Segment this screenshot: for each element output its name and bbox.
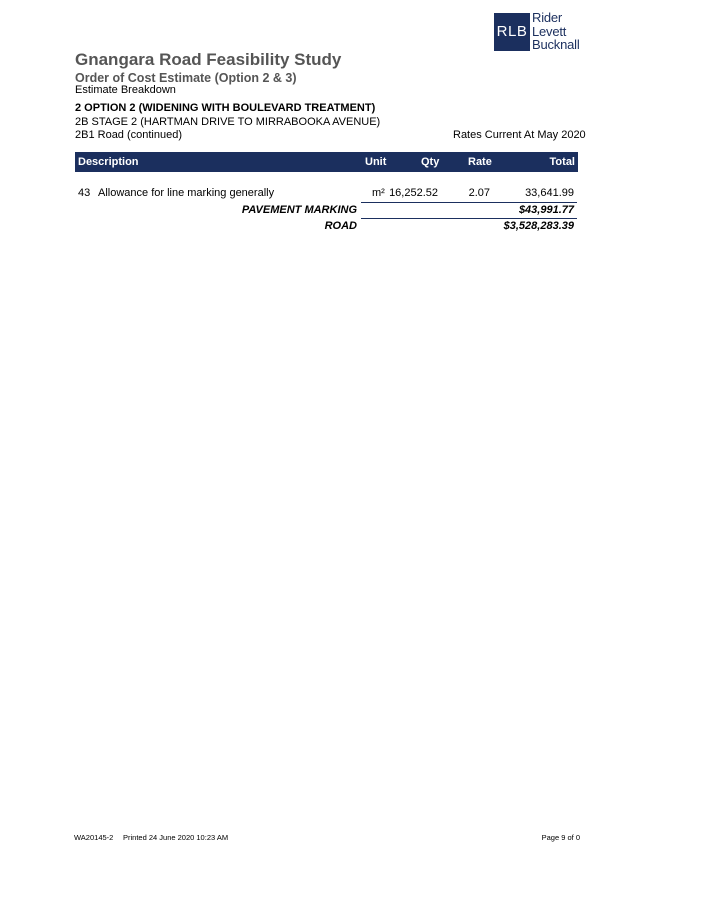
report-name: Estimate Breakdown [75, 84, 176, 96]
table-header [75, 152, 578, 172]
item-description: Allowance for line marking generally [98, 187, 275, 199]
item-qty: 16,252.52 [389, 187, 438, 199]
rates-note: Rates Current At May 2020 [453, 129, 586, 141]
logo-word: Levett [532, 23, 567, 39]
page-subtitle: Order of Cost Estimate (Option 2 & 3) [75, 71, 297, 85]
column-header-total: Total [549, 156, 575, 168]
section-heading: 2 OPTION 2 (WIDENING WITH BOULEVARD TREATMENT) [75, 102, 376, 114]
total-label: ROAD [324, 220, 357, 232]
page-number: Page 9 of 0 [541, 833, 580, 842]
stage-heading: 2B STAGE 2 (HARTMAN DRIVE TO MIRRABOOKA AVENUE) [75, 116, 381, 128]
item-number: 43 [78, 187, 91, 199]
subsection-heading: 2B1 Road (continued) [75, 129, 183, 141]
column-header-description: Description [78, 156, 139, 168]
page-title: Gnangara Road Feasibility Study [75, 50, 342, 69]
item-rate: 2.07 [468, 187, 490, 199]
subtotal-rule [361, 202, 577, 203]
subtotal-label: PAVEMENT MARKING [241, 204, 357, 216]
column-header-qty: Qty [421, 156, 440, 168]
column-header-rate: Rate [468, 156, 492, 168]
subtotal-rule [361, 218, 577, 219]
item-total: 33,641.99 [525, 187, 574, 199]
column-header-unit: Unit [365, 156, 387, 168]
logo-word: Rider [532, 10, 563, 25]
logo-word: Bucknall [532, 37, 580, 52]
total-value: $3,528,283.39 [503, 220, 574, 232]
footer-reference: WA20145-2 [74, 833, 114, 842]
item-unit: m² [372, 187, 385, 199]
footer-printed: Printed 24 June 2020 10:23 AM [123, 833, 229, 842]
rlb-logo-mark: RLB [494, 13, 530, 51]
subtotal-value: $43,991.77 [518, 204, 574, 216]
rlb-logo-wordmark [532, 11, 580, 52]
